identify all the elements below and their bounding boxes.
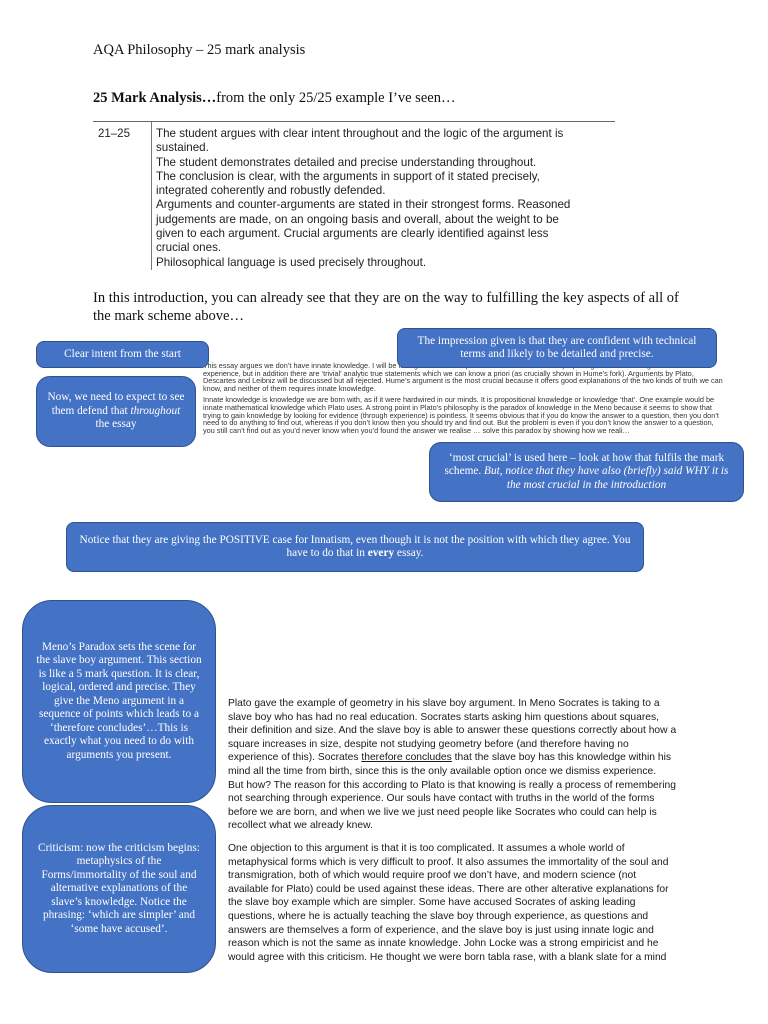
callout-text: Meno’s Paradox sets the scene for the slave boy argument. This section is like a 5 mark question. It is clear, logical, ordered and precise. They give the Meno argument in a sequence of points which leads to a ‘therefore concludes’…This is exactly what you need to do with arguments you present. bbox=[36, 640, 202, 761]
mark-scheme-line: The student argues with clear intent throughout and the logic of the argument is bbox=[156, 127, 564, 140]
underlined-phrase: therefore concludes bbox=[361, 752, 452, 764]
essay-line: available for Plato) could be used against these ideas. There are other alterative explanations for bbox=[228, 883, 669, 895]
intro-paragraph: In this introduction, you can already see that they are on the way to fulfilling the key aspects of all of the mark scheme above… bbox=[93, 290, 679, 324]
essay-intro-paragraph-1: This essay argues we don’t have innate knowledge. I will be experience, but in addition there are ‘trivial’ analytic true statements which we can know a priori (as crucially shown in Hume’s fork). Arguments by Plato, Descartes and Leibniz will be discussed but all rejected. Hume’s argument is the most crucial because it offers good explanations of the two kinds of truth we can know, and neither of them requires innate knowledge. bbox=[203, 361, 723, 393]
callout-impression bbox=[397, 328, 717, 368]
callout-text-part: Now, we need to expect to see them defend that bbox=[47, 391, 185, 417]
essay-line: metaphysical forms which is very difficult to proof. It also assumes the immortality of the soul and bbox=[228, 856, 669, 868]
callout-text: The impression given is that they are confident with technical terms and likely to be detailed and precise. bbox=[417, 334, 697, 360]
callout-throughout bbox=[36, 376, 196, 447]
mark-scheme-line: sustained. bbox=[156, 141, 209, 155]
callout-text: Criticism: now the criticism begins: metaphysics of the Forms/immortality of the soul and alternative explanations of the slave’s knowledge. Notice the phrasing: ‘which are simpler’ and ‘some have accused’. bbox=[38, 841, 200, 935]
essay-intro-paragraph-2: Innate knowledge is knowledge we are born with, as if it were hardwired in our minds. It is propositional knowledge or knowledge ‘that’. One example would be innate mathematical knowledge which Plato uses. A strong point in Plato’s philosophy is the paradox of knowledge in the Meno because it seems to show that trying to gain knowledge by looking for evidence (through experience) is pointless. It seems obvious that if you do know the answer to a question, then you don’t need to do anything to find out, whereas if you don’t know then you should try and find out. But the problem is even if you don’t know the answer to a question, you still can’t find out as you’d never know when you’d found the answer we realise … solve this paradox by showing how we reali… bbox=[203, 395, 719, 435]
callout-text bbox=[440, 452, 733, 493]
mark-scheme-divider bbox=[151, 122, 152, 270]
mark-scheme-line: Arguments and counter-arguments are stated in their strongest forms. Reasoned bbox=[156, 198, 571, 212]
essay-line: One objection to this argument is that it is too complicated. It assumes a whole world of bbox=[228, 843, 625, 854]
mark-scheme-line: given to each argument. Crucial arguments are clearly identified against less bbox=[156, 227, 549, 241]
mark-scheme-line: integrated coherently and robustly defended. bbox=[156, 184, 386, 198]
essay-line bbox=[228, 751, 728, 765]
subheading-rest: from the only 25/25 example I’ve seen… bbox=[216, 90, 456, 106]
callout-text-emphasis: throughout bbox=[130, 404, 181, 417]
callout-criticism bbox=[22, 805, 216, 973]
essay-line: mind all the time from birth, since this is the only available option once we dismiss experience. bbox=[228, 765, 657, 777]
essay-line: slave boy who has had no real education. Socrates starts asking him questions about squares, bbox=[228, 711, 660, 723]
callout-text-part: the essay bbox=[95, 418, 137, 431]
mark-scheme-descriptor bbox=[156, 127, 618, 270]
callout-text-part: ‘most crucial’ is used here – look at how that fulfils the mark scheme. bbox=[444, 451, 725, 478]
essay-line: before we are born, and when we live we just need people like Socrates who could can help is bbox=[228, 806, 657, 818]
callout-text-part: Notice that they are giving the POSITIVE case for Innatism, even though it is not the position with which they agree. You have to do that in bbox=[79, 533, 631, 559]
callout-text-emphasis: But, notice that they have also (briefly) said WHY it is the most crucial in the introduction bbox=[484, 465, 729, 491]
essay-line: not searching through experience. Our souls have contact with truths in the world of the forms bbox=[228, 793, 655, 805]
mark-scheme-line: judgements are made, on an ongoing basis and overall, about the weight to be bbox=[156, 212, 559, 226]
callout-text: Clear intent from the start bbox=[64, 347, 181, 360]
essay-line: the slave boy example which are simpler. Some have accused Socrates of asking leading bbox=[228, 897, 636, 909]
essay-paragraph-objection bbox=[228, 842, 728, 964]
callout-text-part: essay. bbox=[394, 547, 424, 559]
essay-line: questions, where he is actually teaching the slave boy through experience, as questions and bbox=[228, 910, 649, 922]
subheading bbox=[93, 90, 455, 107]
essay-line: answers are themselves a form of experience, and the slave boy is just using innate logic and bbox=[228, 924, 654, 936]
callout-most-crucial bbox=[429, 442, 744, 502]
essay-line: But how? The reason for this according to Plato is that knowing is really a process of remembering bbox=[228, 779, 676, 791]
callout-text bbox=[47, 391, 185, 432]
mark-scheme-line: The student demonstrates detailed and precise understanding throughout. bbox=[156, 155, 537, 169]
essay-paragraph-slave-boy bbox=[228, 697, 728, 833]
essay-line: square increases in size, despite not studying geometry before (and therefore having no bbox=[228, 738, 629, 750]
essay-introduction-excerpt bbox=[203, 362, 723, 438]
essay-line: reason which is not the same as innate knowledge. John Locke was a strong empiricist and he bbox=[228, 938, 659, 950]
subheading-bold: 25 Mark Analysis… bbox=[93, 90, 217, 106]
mark-scheme-line: The conclusion is clear, with the arguments in support of it stated precisely, bbox=[156, 169, 540, 183]
mark-scheme-line: crucial ones. bbox=[156, 241, 222, 255]
essay-line-part: experience of this). Socrates bbox=[228, 752, 362, 764]
callout-meno-paradox bbox=[22, 600, 216, 803]
essay-line: their definition and size. And the slave boy is able to answer these questions correctly about how a bbox=[228, 725, 677, 737]
callout-text bbox=[77, 534, 633, 561]
mark-scheme-top-rule bbox=[93, 121, 615, 122]
document-title: AQA Philosophy – 25 mark analysis bbox=[93, 42, 306, 58]
essay-line: recollect what we already knew. bbox=[228, 820, 373, 832]
essay-line: transmigration, both of which would require proof we don’t have, and modern science (not bbox=[228, 870, 637, 882]
essay-line-part: that the slave boy has this knowledge within his bbox=[451, 752, 672, 764]
essay-line: would agree with this criticism. He thought we were born tabla rase, with a blank slate for a mind bbox=[228, 951, 667, 963]
callout-clear-intent bbox=[36, 341, 209, 368]
mark-band: 21–25 bbox=[98, 128, 130, 140]
mark-scheme-line: Philosophical language is used precisely throughout. bbox=[156, 255, 427, 269]
callout-text-emphasis: every bbox=[367, 547, 395, 559]
callout-positive-case bbox=[66, 522, 644, 572]
essay-line: Plato gave the example of geometry in his slave boy argument. In Meno Socrates is taking to a bbox=[228, 698, 660, 709]
